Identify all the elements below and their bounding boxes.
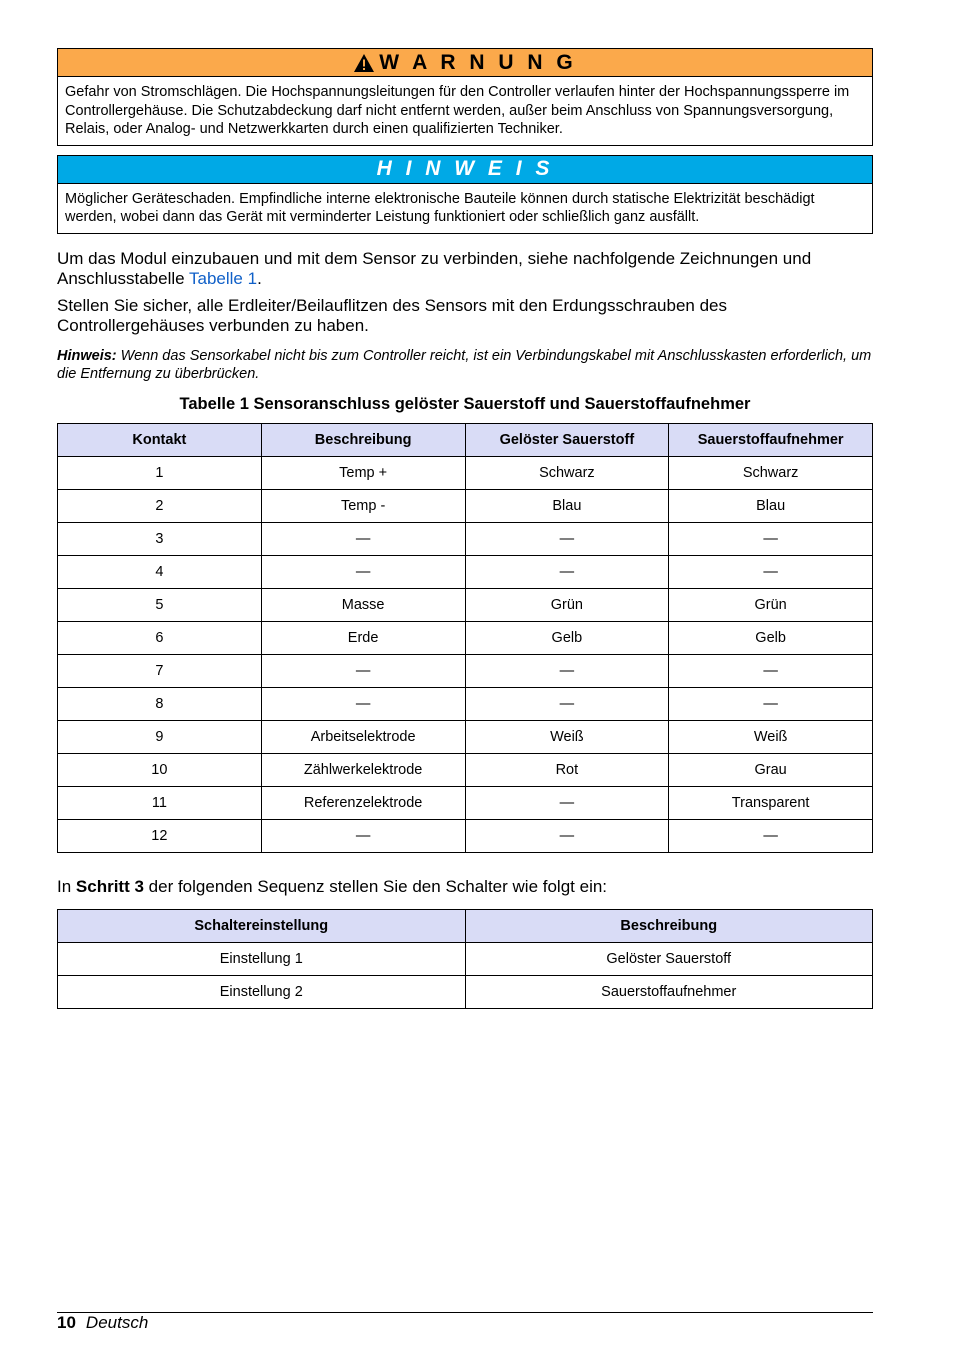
header-geloester-sauerstoff: Gelöster Sauerstoff: [465, 423, 669, 456]
cell: —: [669, 819, 873, 852]
cell: 10: [58, 753, 262, 786]
cell: Temp +: [261, 456, 465, 489]
table-reference-link[interactable]: Tabelle 1: [189, 269, 258, 288]
cell: —: [465, 555, 669, 588]
cell: Sauerstoffaufnehmer: [465, 975, 873, 1008]
cell: —: [261, 522, 465, 555]
table-row: [58, 819, 873, 852]
cell: Referenzelektrode: [261, 786, 465, 819]
cell: —: [465, 687, 669, 720]
warning-triangle-icon: [353, 53, 375, 73]
ground-paragraph: Stellen Sie sicher, alle Erdleiter/Beilauflitzen des Sensors mit den Erdungsschrauben des Controllergehäuses verbunden zu haben.: [57, 295, 727, 335]
cell: Masse: [261, 588, 465, 621]
page-number: 10: [57, 1313, 76, 1332]
notice-box: [57, 155, 873, 234]
cell: —: [669, 654, 873, 687]
step-paragraph: [57, 877, 873, 897]
cell: Blau: [465, 489, 669, 522]
cell: 4: [58, 555, 262, 588]
cell: 8: [58, 687, 262, 720]
table-row: [58, 687, 873, 720]
hint-label: Hinweis:: [57, 347, 117, 364]
cell: 11: [58, 786, 262, 819]
switch-setting-table: [57, 909, 873, 1009]
header-beschreibung: Beschreibung: [465, 909, 873, 942]
cell: Gelöster Sauerstoff: [465, 942, 873, 975]
header-kontakt: Kontakt: [58, 423, 262, 456]
warning-header: [58, 49, 872, 77]
cell: —: [465, 654, 669, 687]
warning-text: Gefahr von Stromschlägen. Die Hochspannungsleitungen für den Controller verlaufen hinter der Hochspannungssperre im Controllergehäuse. Die Schutzabdeckung darf nicht entfernt werden, außer beim Anschluss von Spannungsversorgung, Relais, oder Analog- und Netzwerkkarten durch einen qualifizierten Techniker.: [65, 84, 850, 137]
cell: Schwarz: [669, 456, 873, 489]
cell: —: [669, 522, 873, 555]
cell: Blau: [669, 489, 873, 522]
footer-language: Deutsch: [85, 1313, 149, 1332]
notice-header: [58, 156, 872, 184]
cell: —: [465, 786, 669, 819]
header-beschreibung: Beschreibung: [261, 423, 465, 456]
table2-header-row: [58, 909, 873, 942]
step-pre: In: [57, 876, 76, 896]
table-row: [58, 588, 873, 621]
warning-box: [57, 48, 873, 146]
cell: —: [261, 687, 465, 720]
cell: 2: [58, 489, 262, 522]
cell: —: [669, 687, 873, 720]
cell: —: [669, 555, 873, 588]
cell: 7: [58, 654, 262, 687]
cell: Einstellung 1: [58, 942, 466, 975]
cell: —: [261, 555, 465, 588]
intro-paragraph: [57, 249, 873, 290]
notice-title: H I N W E I S: [376, 157, 554, 180]
table-row: [58, 786, 873, 819]
cell: —: [261, 819, 465, 852]
cell: 9: [58, 720, 262, 753]
step-bold: Schritt 3: [75, 876, 144, 896]
table-row: [58, 456, 873, 489]
hint-paragraph: [57, 347, 873, 384]
cell: —: [261, 654, 465, 687]
cell: 1: [58, 456, 262, 489]
step-post: der folgenden Sequenz stellen Sie den Schalter wie folgt ein:: [143, 876, 608, 896]
intro-end: .: [257, 269, 262, 288]
table-row: [58, 522, 873, 555]
cell: Temp -: [261, 489, 465, 522]
header-schaltereinstellung: Schaltereinstellung: [58, 909, 466, 942]
cell: —: [465, 819, 669, 852]
intro-text: Um das Modul einzubauen und mit dem Sensor zu verbinden, siehe nachfolgende Zeichnungen und Anschlusstabelle: [57, 248, 812, 288]
cell: Grün: [465, 588, 669, 621]
cell: Weiß: [669, 720, 873, 753]
table1-caption: Tabelle 1 Sensoranschluss gelöster Sauerstoff und Sauerstoffaufnehmer: [179, 394, 751, 413]
table-row: [58, 942, 873, 975]
cell: Gelb: [669, 621, 873, 654]
cell: Gelb: [465, 621, 669, 654]
table-row: [58, 975, 873, 1008]
table1-header-row: [58, 423, 873, 456]
cell: Rot: [465, 753, 669, 786]
notice-text: Möglicher Geräteschaden. Empfindliche interne elektronische Bauteile können durch statische Elektrizität beschädigt werden, wobei dann das Gerät mit verminderter Leistung funktioniert oder schließlich ganz ausfällt.: [65, 190, 815, 225]
cell: Zählwerkelektrode: [261, 753, 465, 786]
cell: —: [465, 522, 669, 555]
table-row: [58, 720, 873, 753]
cell: 6: [58, 621, 262, 654]
cell: 3: [58, 522, 262, 555]
cell: Erde: [261, 621, 465, 654]
table-row: [58, 489, 873, 522]
cell: 5: [58, 588, 262, 621]
page-content: [57, 48, 873, 1009]
cell: Schwarz: [465, 456, 669, 489]
cell: Grau: [669, 753, 873, 786]
table-row: [58, 555, 873, 588]
header-sauerstoffaufnehmer: Sauerstoffaufnehmer: [669, 423, 873, 456]
cell: Weiß: [465, 720, 669, 753]
table-row: [58, 753, 873, 786]
cell: Arbeitselektrode: [261, 720, 465, 753]
cell: Einstellung 2: [58, 975, 466, 1008]
table-row: [58, 654, 873, 687]
cell: 12: [58, 819, 262, 852]
warning-title: W A R N U N G: [379, 50, 577, 74]
page-footer: [57, 1312, 873, 1333]
cell: Grün: [669, 588, 873, 621]
table-row: [58, 621, 873, 654]
cell: Transparent: [669, 786, 873, 819]
hint-text: Wenn das Sensorkabel nicht bis zum Controller reicht, ist ein Verbindungskabel mit Anschlusskasten erforderlich, um die Entfernung zu überbrücken.: [57, 347, 872, 382]
sensor-connection-table: [57, 423, 873, 853]
